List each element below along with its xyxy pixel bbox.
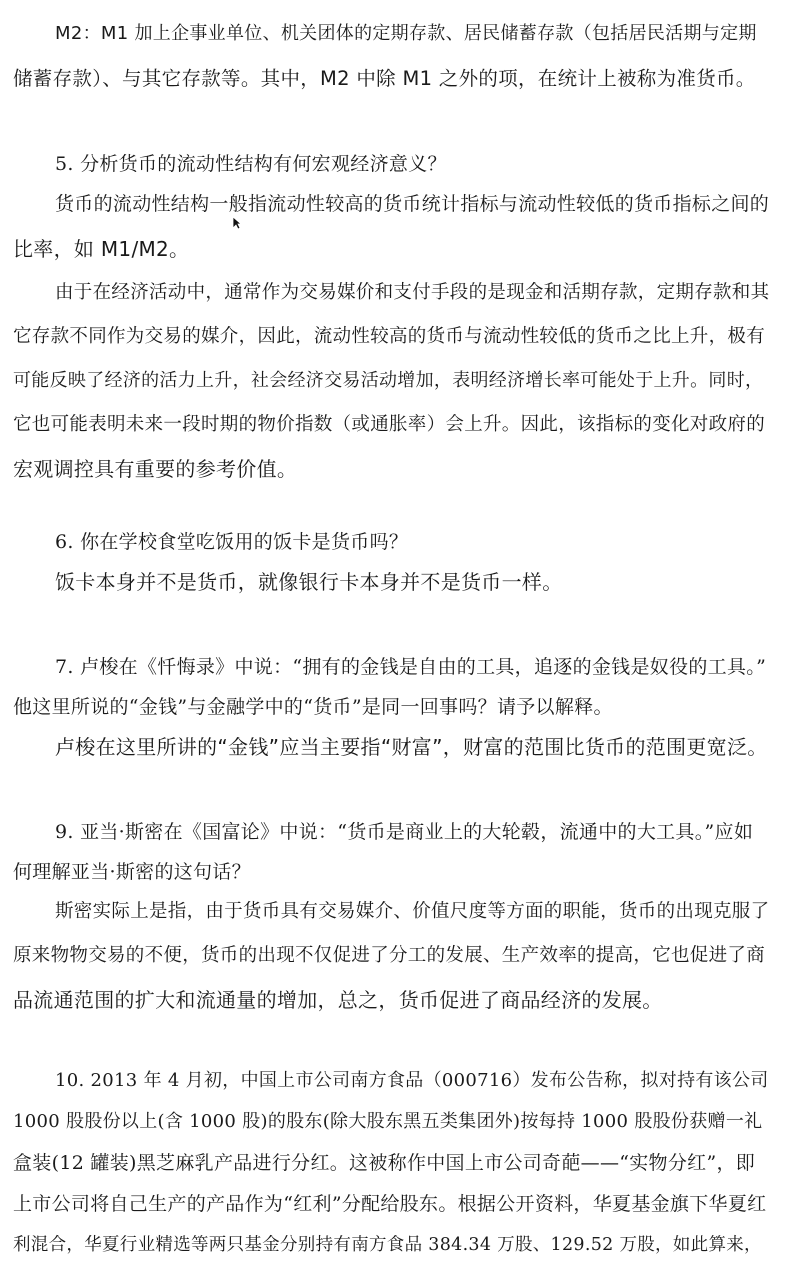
question-7-line-1: 7. 卢梭在《忏悔录》中说：“拥有的金钱是自由的工具，追逐的金钱是奴役的工具。” — [55, 656, 767, 678]
question-10-line-5: 利混合，华夏行业精选等两只基金分别持有南方食品 384.34 万股、129.52 万股，如此算来， — [13, 1235, 762, 1255]
answer-5-line-6: 它也可能表明未来一段时期的物价指数（或通胀率）会上升。因此，该指标的变化对政府的 — [13, 414, 766, 435]
answer-5-line-7: 宏观调控具有重要的参考价值。 — [13, 457, 298, 481]
answer-5-line-4: 它存款不同作为交易的媒介，因此，流动性较高的货币与流动性较低的货币之比上升，极有 — [13, 326, 766, 347]
answer-9-line-2: 原来物物交易的不便，货币的出现不仅促进了分工的发展、生产效率的提高，它也促进了商 — [13, 945, 766, 966]
answer-9-line-1: 斯密实际上是指，由于货币具有交易媒介、价值尺度等方面的职能，货币的出现克服了 — [55, 901, 770, 922]
answer-9-line-3: 品流通范围的扩大和流通量的增加，总之，货币促进了商品经济的发展。 — [13, 988, 663, 1012]
question-10-line-3: 盒装(12 罐装)黑芝麻乳产品进行分红。这被称作中国上市公司奇葩——“实物分红”，即 — [13, 1152, 756, 1174]
m2-definition-line-1: M2：M1 加上企事业单位、机关团体的定期存款、居民储蓄存款（包括居民活期与定期 — [55, 23, 757, 44]
question-10-line-1: 10. 2013 年 4 月初，中国上市公司南方食品（000716）发布公告称，拟对持有该公司 — [55, 1070, 769, 1091]
answer-5-line-5: 可能反映了经济的活力上升，社会经济交易活动增加，表明经济增长率可能处于上升。同时， — [13, 370, 764, 391]
question-9-line-1: 9. 亚当·斯密在《国富论》中说：“货币是商业上的大轮毂，流通中的大工具。”应如 — [55, 821, 754, 843]
question-9-line-2: 何理解亚当·斯密的这句话？ — [13, 861, 251, 883]
mouse-cursor-icon — [232, 216, 242, 230]
answer-5-line-2: 比率，如 M1/M2。 — [13, 237, 190, 261]
question-7-line-2: 他这里所说的“金钱”与金融学中的“货币”是同一回事吗？请予以解释。 — [13, 696, 613, 718]
answer-5-line-1: 货币的流动性结构一般指流动性较高的货币统计指标与流动性较低的货币指标之间的 — [55, 193, 770, 215]
answer-6-line-1: 饭卡本身并不是货币，就像银行卡本身并不是货币一样。 — [55, 570, 563, 594]
question-10-line-4: 上市公司将自己生产的产品作为“红利”分配给股东。根据公开资料，华夏基金旗下华夏红 — [13, 1193, 767, 1215]
m2-definition-line-2: 储蓄存款）、与其它存款等。其中，M2 中除 M1 之外的项，在统计上被称为准货币。 — [13, 67, 756, 90]
question-10-line-2: 1000 股股份以上(含 1000 股)的股东(除大股东黑五类集团外)按每持 1000 股股份获赠一礼 — [13, 1111, 763, 1132]
answer-7-line-1: 卢梭在这里所讲的“金钱”应当主要指“财富”，财富的范围比货币的范围更宽泛。 — [55, 735, 768, 759]
question-5: 5. 分析货币的流动性结构有何宏观经济意义？ — [55, 153, 447, 175]
question-6: 6. 你在学校食堂吃饭用的饭卡是货币吗？ — [55, 531, 409, 553]
answer-5-line-3: 由于在经济活动中，通常作为交易媒价和支付手段的是现金和活期存款，定期存款和其 — [55, 282, 770, 303]
